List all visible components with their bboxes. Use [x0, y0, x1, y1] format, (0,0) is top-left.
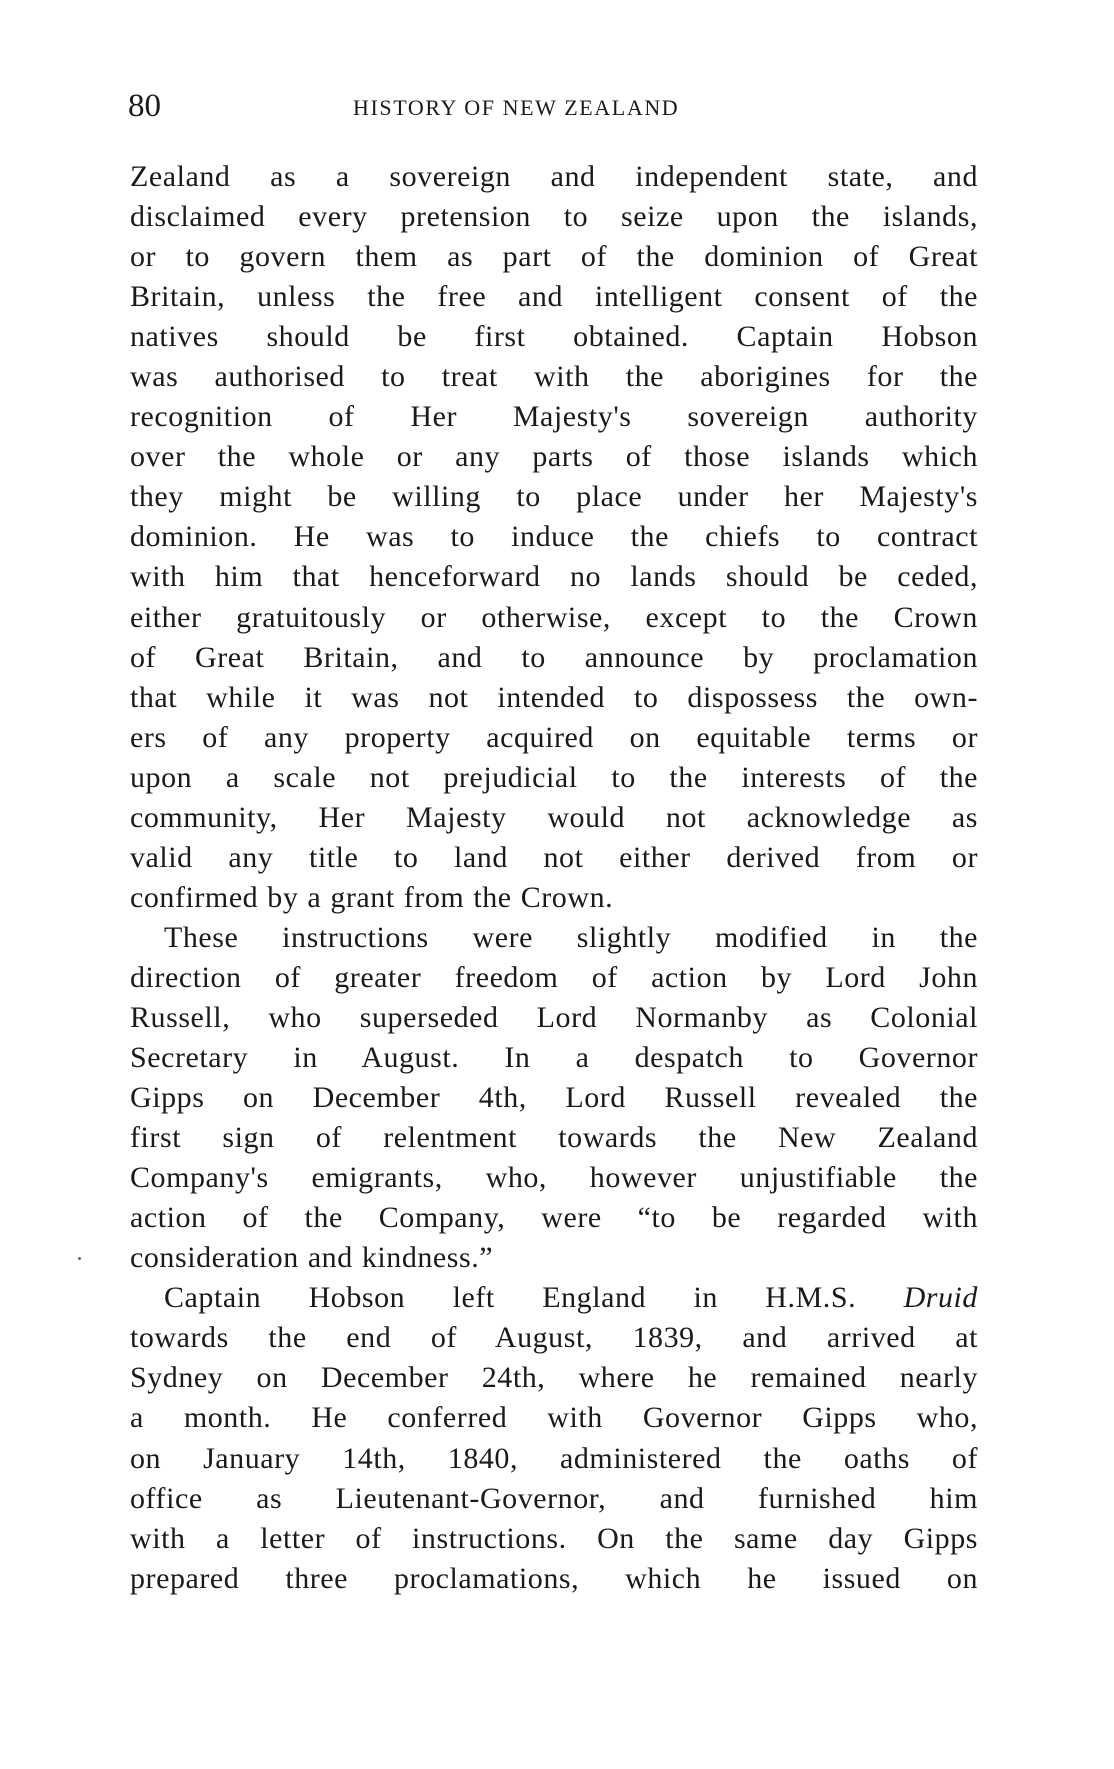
text-line: Britain, unless the free and intelligent consent of the	[130, 280, 978, 314]
text-line: with him that henceforward no lands should be ceded,	[130, 560, 978, 594]
ship-name: Druid	[903, 1281, 978, 1315]
text-line: prepared three proclamations, which he issued on	[130, 1561, 978, 1595]
text-line: a month. He conferred with Governor Gipps who,	[130, 1401, 978, 1435]
text-line: consideration and kindness.”	[130, 1241, 494, 1275]
text-line: community, Her Majesty would not acknowledge as	[130, 800, 978, 834]
running-head: HISTORY OF NEW ZEALAND	[353, 95, 680, 120]
text-line: Company's emigrants, who, however unjustifiable the	[130, 1161, 978, 1195]
text-line: confirmed by a grant from the Crown.	[130, 880, 614, 914]
page-number: 80	[128, 88, 161, 124]
text-line: that while it was not intended to dispossess the own-	[130, 680, 978, 714]
text-run: Captain Hobson left England in H.M.S.	[164, 1281, 904, 1315]
text-line: on January 14th, 1840, administered the oaths of	[130, 1441, 978, 1475]
text-line: or to govern them as part of the dominion of Great	[130, 240, 978, 274]
text-line: either gratuitously or otherwise, except to the Crown	[130, 600, 978, 634]
text-line: with a letter of instructions. On the same day Gipps	[130, 1521, 978, 1555]
text-line: These instructions were slightly modified in the	[164, 920, 978, 954]
text-line: natives should be first obtained. Captain Hobson	[130, 320, 978, 354]
text-line: over the whole or any parts of those islands which	[130, 440, 978, 474]
text-line: valid any title to land not either derived from or	[130, 840, 978, 874]
text-line: Sydney on December 24th, where he remained nearly	[130, 1361, 978, 1395]
text-line: was authorised to treat with the aborigines for the	[130, 360, 978, 394]
margin-speck	[78, 1257, 81, 1260]
text-line: action of the Company, were “to be regarded with	[130, 1201, 978, 1235]
text-line: Secretary in August. In a despatch to Governor	[130, 1041, 978, 1075]
text-line: ers of any property acquired on equitable terms or	[130, 720, 978, 754]
text-line: upon a scale not prejudicial to the interests of the	[130, 760, 978, 794]
text-line: direction of greater freedom of action by Lord John	[130, 960, 978, 994]
text-line: Zealand as a sovereign and independent state, and	[130, 160, 978, 193]
text-line: dominion. He was to induce the chiefs to contract	[130, 520, 978, 554]
text-line: towards the end of August, 1839, and arrived at	[130, 1321, 978, 1355]
body-text	[130, 157, 978, 1599]
text-line: recognition of Her Majesty's sovereign authority	[130, 400, 978, 434]
text-line: first sign of relentment towards the New Zealand	[130, 1121, 978, 1155]
text-line: of Great Britain, and to announce by proclamation	[130, 640, 978, 674]
text-line: Gipps on December 4th, Lord Russell revealed the	[130, 1081, 978, 1115]
text-line: they might be willing to place under her Majesty's	[130, 480, 978, 514]
text-line: office as Lieutenant-Governor, and furnished him	[130, 1481, 978, 1515]
text-line: Russell, who superseded Lord Normanby as Colonial	[130, 1000, 978, 1034]
text-line: disclaimed every pretension to seize upon the islands,	[130, 200, 978, 234]
text-line	[130, 1278, 978, 1318]
page-header	[128, 86, 978, 126]
